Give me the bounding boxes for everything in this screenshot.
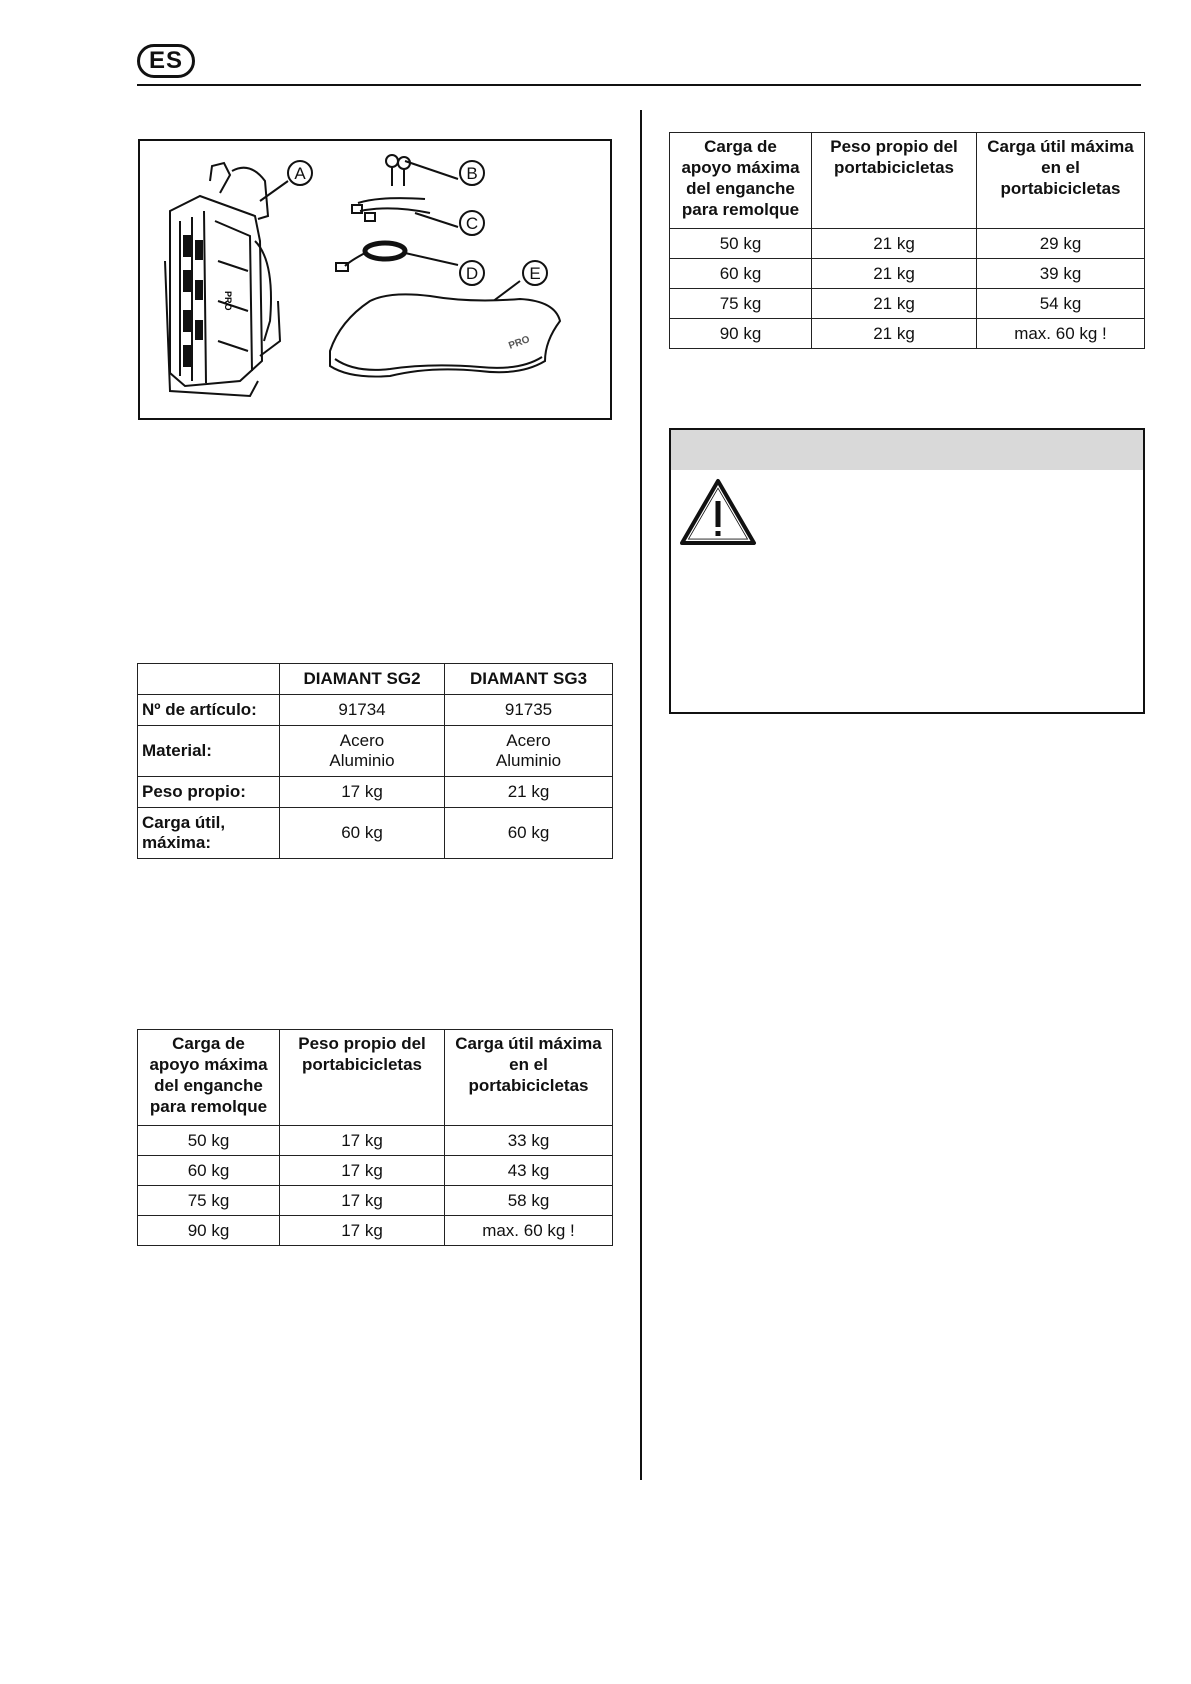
load-cell: 58 kg xyxy=(445,1186,613,1216)
spec-row-article xyxy=(138,695,613,726)
spec-cell xyxy=(445,726,613,777)
load-cell: max. 60 kg ! xyxy=(977,319,1145,349)
spec-line: Aluminio xyxy=(495,751,562,770)
spec-row-weight xyxy=(138,777,613,808)
specification-table xyxy=(137,663,613,859)
header-line: apoyo máxima xyxy=(149,1055,268,1074)
load-cell: 17 kg xyxy=(280,1186,445,1216)
load-cell: 21 kg xyxy=(812,319,977,349)
header-line: para remolque xyxy=(149,1097,268,1116)
header-line: portabicicletas xyxy=(1000,179,1121,198)
load-cell: 21 kg xyxy=(812,229,977,259)
language-badge: ES xyxy=(137,44,195,78)
load-header-max-payload xyxy=(445,1030,613,1126)
keys-drawing xyxy=(386,155,410,186)
table-row xyxy=(138,1216,613,1246)
header-line: en el xyxy=(509,1055,548,1074)
spec-line: Carga útil, xyxy=(142,813,226,832)
load-cell: 29 kg xyxy=(977,229,1145,259)
warning-triangle-icon xyxy=(679,477,757,547)
header-line: portabicicletas xyxy=(302,1055,422,1074)
load-cell: 39 kg xyxy=(977,259,1145,289)
spec-header-row xyxy=(138,664,613,695)
load-cell: 21 kg xyxy=(812,289,977,319)
load-header-row xyxy=(138,1030,613,1126)
load-cell: 17 kg xyxy=(280,1126,445,1156)
spec-line: Acero xyxy=(506,731,551,750)
spec-row-label xyxy=(138,808,280,859)
table-row xyxy=(670,229,1145,259)
load-header-row xyxy=(670,133,1145,229)
spec-cell: 91734 xyxy=(280,695,445,726)
load-cell: 75 kg xyxy=(670,289,812,319)
header-line: Carga de xyxy=(704,137,777,156)
load-cell: 43 kg xyxy=(445,1156,613,1186)
header-line: Carga útil máxima xyxy=(987,137,1134,156)
carrier-brand-mark: PRO xyxy=(223,291,233,311)
spec-cell: 21 kg xyxy=(445,777,613,808)
header-line: del enganche xyxy=(154,1076,263,1095)
spec-row-label: Nº de artículo: xyxy=(138,695,280,726)
header-line: Carga útil máxima xyxy=(455,1034,602,1053)
parts-illustration xyxy=(140,141,610,418)
column-divider xyxy=(640,110,642,1480)
table-row xyxy=(670,259,1145,289)
figure-label-e: E xyxy=(529,264,541,283)
figure-label-a: A xyxy=(294,164,306,183)
bag-brand-mark: PRO xyxy=(507,334,532,352)
spec-row-material xyxy=(138,726,613,777)
load-cell: 90 kg xyxy=(138,1216,280,1246)
straps-drawing xyxy=(352,198,430,221)
load-cell: 17 kg xyxy=(280,1216,445,1246)
table-row xyxy=(670,319,1145,349)
spec-header-empty xyxy=(138,664,280,695)
load-cell: max. 60 kg ! xyxy=(445,1216,613,1246)
spec-cell: 60 kg xyxy=(445,808,613,859)
load-cell: 33 kg xyxy=(445,1126,613,1156)
table-row xyxy=(138,1126,613,1156)
load-cell: 17 kg xyxy=(280,1156,445,1186)
load-cell: 50 kg xyxy=(670,229,812,259)
figure-label-b: B xyxy=(466,164,478,183)
cable-drawing xyxy=(336,243,405,271)
parts-figure xyxy=(138,139,612,420)
spec-cell: 60 kg xyxy=(280,808,445,859)
spec-row-max-load xyxy=(138,808,613,859)
load-table-sg3 xyxy=(669,132,1145,349)
spec-cell: 17 kg xyxy=(280,777,445,808)
load-table-sg2 xyxy=(137,1029,613,1246)
load-header-max-payload xyxy=(977,133,1145,229)
spec-line: Aluminio xyxy=(329,751,395,770)
load-cell: 75 kg xyxy=(138,1186,280,1216)
header-rule xyxy=(137,84,1141,86)
load-cell: 60 kg xyxy=(138,1156,280,1186)
header-line: Peso propio del xyxy=(830,137,958,156)
spec-line: máxima: xyxy=(142,833,211,852)
load-header-own-weight xyxy=(812,133,977,229)
header-line: Carga de xyxy=(172,1034,245,1053)
header-line: en el xyxy=(1041,158,1080,177)
table-row xyxy=(138,1186,613,1216)
header-line: para remolque xyxy=(681,200,800,219)
spec-line: Acero xyxy=(339,731,385,750)
table-row xyxy=(670,289,1145,319)
spec-cell xyxy=(280,726,445,777)
load-header-tongue-load xyxy=(670,133,812,229)
spec-cell: 91735 xyxy=(445,695,613,726)
spec-header-sg3: DIAMANT SG3 xyxy=(445,664,613,695)
header-line: Peso propio del xyxy=(298,1034,426,1053)
load-cell: 90 kg xyxy=(670,319,812,349)
warning-header-bar xyxy=(671,430,1143,470)
load-cell: 60 kg xyxy=(670,259,812,289)
load-cell: 21 kg xyxy=(812,259,977,289)
spec-row-label: Peso propio: xyxy=(138,777,280,808)
load-cell: 50 kg xyxy=(138,1126,280,1156)
load-cell: 54 kg xyxy=(977,289,1145,319)
spec-header-sg2: DIAMANT SG2 xyxy=(280,664,445,695)
header-line: portabicicletas xyxy=(834,158,954,177)
spec-row-label: Material: xyxy=(138,726,280,777)
warning-box xyxy=(669,428,1145,714)
load-header-tongue-load xyxy=(138,1030,280,1126)
header-line: del enganche xyxy=(686,179,795,198)
figure-label-c: C xyxy=(465,214,479,233)
header-line: apoyo máxima xyxy=(681,158,800,177)
header-line: portabicicletas xyxy=(468,1076,589,1095)
load-header-own-weight xyxy=(280,1030,445,1126)
table-row xyxy=(138,1156,613,1186)
figure-label-d: D xyxy=(465,264,479,283)
